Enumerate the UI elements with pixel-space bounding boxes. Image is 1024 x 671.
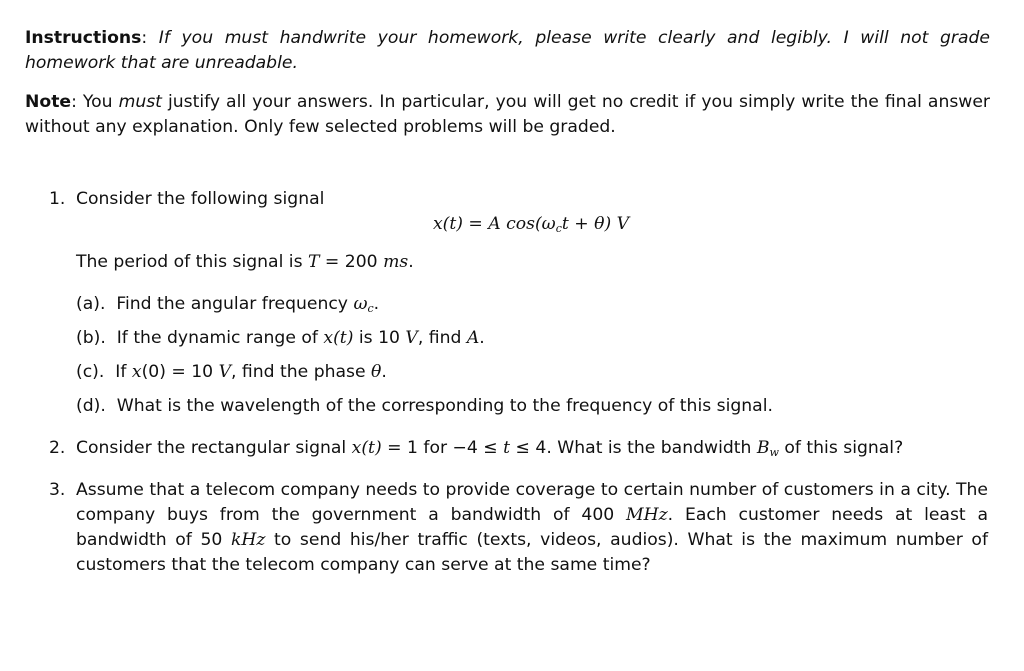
note-paragraph: Note: You must justify all your answers. In particular, you will get no credit if you simply write the final answer without any explanation. Only few selected problems will be graded.: [25, 92, 990, 137]
note-emphasis: must: [118, 92, 162, 112]
instructions-text: If you must handwrite your homework, please write clearly and legibly. I will not grade homework that are unreadable.: [25, 28, 990, 73]
note-text-before: You: [82, 92, 119, 112]
problem-1-equation: x(t) = A $\cos(\omega_ct + \theta)$ V: [432, 214, 630, 235]
problem-1-number: 1.: [49, 189, 66, 209]
problem-3-number: 3.: [49, 480, 66, 500]
problem-2-number: 2.: [49, 438, 66, 458]
problem-1-part-c: (c). If x(0) = 10 V, find the phase θ.: [76, 362, 387, 382]
note-text-after: justify all your answers. In particular, you will get no credit if you simply write the final answer without any explanation. Only few selected problems will be graded.: [25, 92, 990, 137]
problem-1-period: The period of this signal is T = 200 ms.: [76, 252, 414, 272]
problem-1-part-d: (d). What is the wavelength of the corresponding to the frequency of this signal.: [76, 396, 773, 416]
instructions-paragraph: Instructions: If you must handwrite your homework, please write clearly and legibly. I will not grade homework that are unreadable.: [25, 28, 990, 73]
problem-1-part-a: (a). Find the angular frequency $\omega_c$.: [76, 294, 380, 315]
problem-2-text: Consider the rectangular signal x(t) = 1 for −4 ≤ t ≤ 4. What is the bandwidth $B_w$ of this signal?: [76, 438, 904, 459]
problem-3-text: Assume that a telecom company needs to provide coverage to certain number of customers in a city. The company buys from the government a bandwidth of 400 MHz. Each customer needs at least a bandwidth of 50 kHz to send his/her traffic (texts, videos, audios). What is the maximum number of customers that the telecom company can serve at the same time?: [76, 480, 988, 575]
instructions-label: Instructions: [25, 28, 142, 48]
note-label: Note: [25, 92, 72, 112]
problem-1-part-b: (b). If the dynamic range of x(t) is 10 V, find A.: [76, 328, 485, 348]
problem-1-intro: Consider the following signal: [76, 189, 325, 209]
